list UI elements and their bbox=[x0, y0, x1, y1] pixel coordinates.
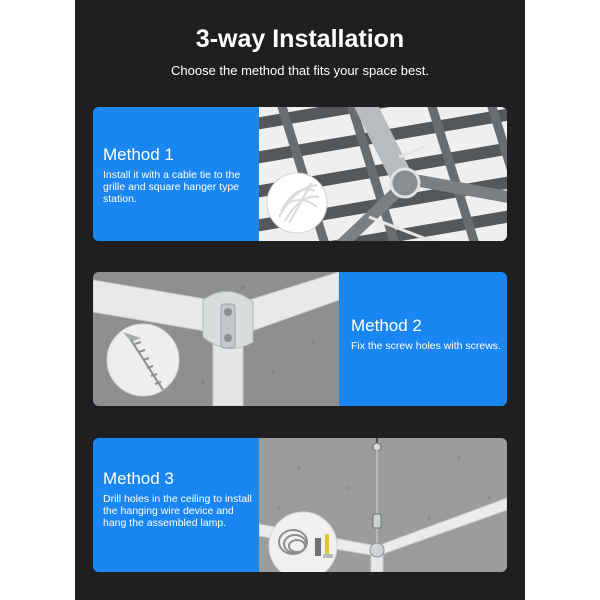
method-1-title: Method 1 bbox=[103, 145, 174, 164]
method-3-title: Method 3 bbox=[103, 469, 174, 488]
method-2-panel bbox=[339, 272, 507, 406]
method-3-description: Drill holes in the ceiling to install the hanging wire device and hang the assembled lamp. bbox=[103, 493, 252, 529]
method-1-image bbox=[259, 107, 507, 241]
method-2-title: Method 2 bbox=[351, 316, 422, 335]
method-1-description: Install it with a cable tie to the grille and square hanger type station. bbox=[103, 169, 241, 205]
method-2-description: Fix the screw holes with screws. bbox=[351, 340, 501, 352]
method-2-card bbox=[93, 272, 507, 406]
method-3-panel bbox=[93, 438, 259, 572]
method-3-card bbox=[93, 438, 507, 572]
method-1-panel bbox=[93, 107, 259, 241]
page-subtitle: Choose the method that fits your space best. bbox=[171, 63, 429, 78]
method-3-image bbox=[259, 438, 507, 572]
page-title: 3-way Installation bbox=[195, 25, 405, 53]
installation-page bbox=[75, 0, 525, 600]
method-2-image bbox=[93, 272, 339, 406]
method-1-card bbox=[93, 107, 507, 241]
